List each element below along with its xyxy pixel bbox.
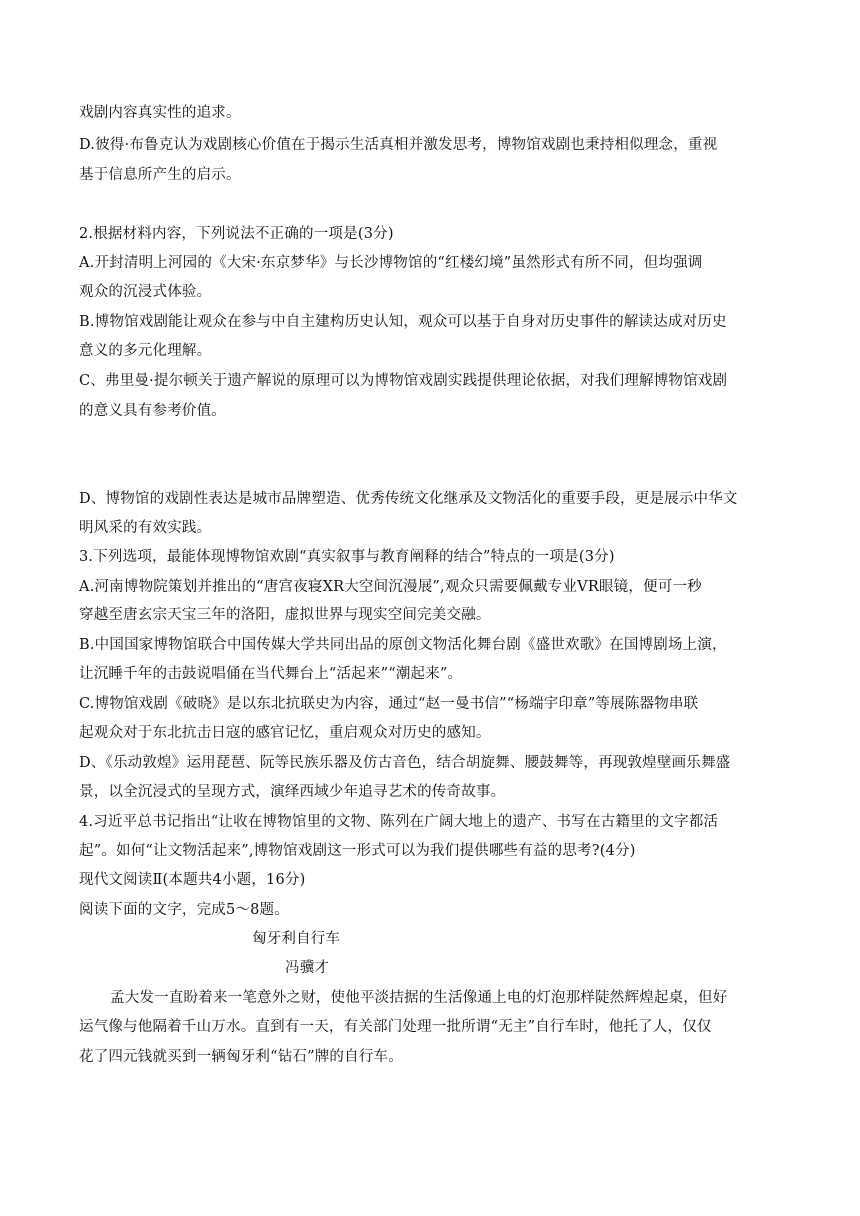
text-line: 观众的沉浸式体验。 xyxy=(79,284,212,300)
question-3-stem: 3.下列选项，最能体现博物馆欢剧“真实叙事与教育阐释的结合”特点的一项是(3分) xyxy=(79,549,615,565)
text-line: D.彼得·布鲁克认为戏剧核心价值在于揭示生活真相并激发思考，博物馆戏剧也秉持相似理念，重视 xyxy=(79,137,718,153)
section-heading: 现代文阅读Ⅱ(本题共4小题，16分) xyxy=(79,872,306,888)
text-line: 基于信息所产生的启示。 xyxy=(79,167,241,183)
question-2-stem: 2.根据材料内容，下列说法不正确的一项是(3分) xyxy=(79,226,394,242)
text-line: A.开封清明上河园的《大宋·东京梦华》与长沙博物馆的“红楼幻境”虽然形式有所不同，但均强调 xyxy=(79,255,703,271)
question-4-stem: 4.习近平总书记指出“让收在博物馆里的文物、陈列在广阔大地上的遗产、书写在古籍里的文字都活 xyxy=(79,814,719,830)
text-line: 起”。如何“让文物活起来”,博物馆戏剧这一形式可以为我们提供哪些有益的思考?(4分) xyxy=(79,843,636,859)
text-line: 戏剧内容真实性的追求。 xyxy=(79,105,241,121)
article-paragraph-line: 运气像与他隔着千山万水。直到有一天，有关部门处理一批所谓“无主”自行车时，他托了人，仅仅 xyxy=(79,1019,712,1035)
article-paragraph-line: 花了四元钱就买到一辆匈牙利“钻石”牌的自行车。 xyxy=(79,1049,403,1065)
text-line: 起观众对于东北抗击日寇的感官记忆，重启观众对历史的感知。 xyxy=(79,725,491,741)
article-paragraph-line: 孟大发一直盼着来一笔意外之财，使他平淡拮据的生活像通上电的灯泡那样陡然辉煌起桌，但好 xyxy=(110,990,728,1006)
text-line: C、弗里曼·提尔顿关于遗产解说的原理可以为博物馆戏剧实践提供理论依据，对我们理解博物馆戏剧 xyxy=(79,373,728,389)
text-line: 让沉睡千年的击鼓说唱俑在当代舞台上“活起来”“潮起来”。 xyxy=(79,666,463,682)
text-line: 意义的多元化理解。 xyxy=(79,343,212,359)
text-line: D、《乐动敦煌》运用琵琶、阮等民族乐器及仿古音色，结合胡旋舞、腰鼓舞等，再现敦煌壁画乐舞盛 xyxy=(79,755,731,771)
text-line: 穿越至唐玄宗天宝三年的洛阳，虚拟世界与现实空间完美交融。 xyxy=(79,607,491,623)
section-instruction: 阅读下面的文字，完成5～8题。 xyxy=(79,902,289,918)
text-line: B.博物馆戏剧能让观众在参与中自主建构历史认知，观众可以基于自身对历史事件的解读达成对历史 xyxy=(79,314,727,330)
text-line: A.河南博物院策划并推出的“唐宫夜寝XR大空间沉漫展”,观众只需要佩戴专业VR眼镜，便可一秒 xyxy=(79,579,702,595)
text-line: 明风采的有效实践。 xyxy=(79,520,212,536)
text-line: 景，以全沉浸式的呈现方式，演绎西域少年追寻艺术的传奇故事。 xyxy=(79,784,506,800)
text-line: B.中国国家博物馆联合中国传媒大学共同出品的原创文物活化舞台剧《盛世欢歌》在国博剧场上演， xyxy=(79,637,727,653)
text-line: C.博物馆戏剧《破晓》是以东北抗联史为内容，通过“赵一曼书信”“杨端宇印章”等展陈器物串联 xyxy=(79,696,699,712)
text-line: 的意义具有参考价值。 xyxy=(79,403,226,419)
text-line: D、博物馆的戏剧性表达是城市品牌塑造、优秀传统文化继承及文物活化的重要手段，更是展示中华文 xyxy=(79,491,738,507)
article-title: 匈牙利自行车 xyxy=(252,931,341,947)
article-author: 冯骥才 xyxy=(285,960,330,976)
